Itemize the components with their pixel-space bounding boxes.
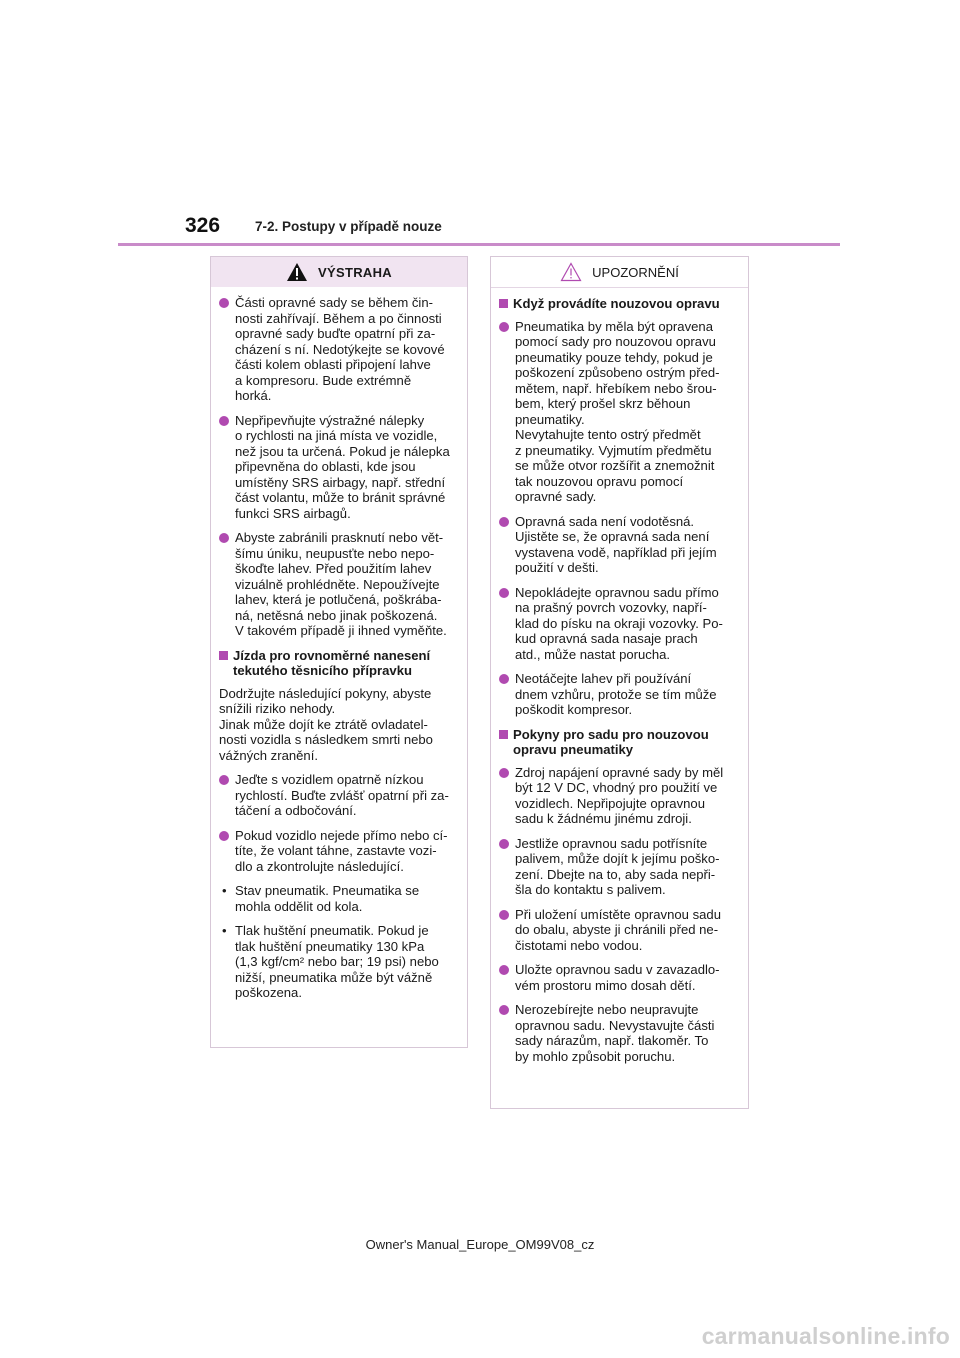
header-divider	[118, 243, 840, 246]
watermark: carmanualsonline.info	[701, 1323, 950, 1349]
page-number: 326	[185, 214, 221, 237]
warning-box	[210, 256, 468, 1048]
caution-box-bullet-item: Jestliže opravnou sadu potřísníte palivem, může dojít k jejímu poško- zení. Dbejte na to, aby sada nepři- šla do kontaktu s palivem.	[499, 836, 740, 898]
warning-box-bullet-item: Části opravné sady se během čin- nosti zahřívají. Během a po činnosti opravné sady buďte opatrní při za- cházení s ní. Nedotýkejte se kovové části kolem oblasti připojení lahve a kompresoru. Bude extrémně horká.	[219, 295, 459, 404]
caution-box-bullet-item: Pneumatika by měla být opravena pomocí sady pro nouzovou opravu pneumatiky pouze tehdy, pokud je poškození způsobeno ostrým před- mětem, např. hřebíkem nebo šrou- bem, který prošel skrz běhoun pneumatiky. Nevytahujte tento ostrý předmět z pneumatiky. Vyjmutím předmětu se může otvor rozšířit a znemožnit tak nouzovou opravu pomocí opravné sady.	[499, 319, 740, 505]
warning-box-list-item: • Stav pneumatik. Pneumatika se mohla oddělit od kola.	[219, 883, 459, 914]
caution-box-bullet-item: Zdroj napájení opravné sady by měl být 12 V DC, vhodný pro použití ve vozidlech. Nepřipojujte opravnou sadu k žádnému jinému zdroji.	[499, 765, 740, 827]
warning-title: VÝSTRAHA	[318, 264, 392, 280]
caution-box-header	[491, 257, 748, 288]
caution-title: UPOZORNĚNÍ	[592, 264, 679, 280]
caution-box-bullet-item: Opravná sada není vodotěsná. Ujistěte se, že opravná sada není vystavena vodě, například při jejím použití v dešti.	[499, 514, 740, 576]
caution-box	[490, 256, 749, 1109]
warning-box-paragraph: Dodržujte následující pokyny, abyste snížili riziko nehody. Jinak může dojít ke ztrátě ovladatel- nosti vozidla s následkem smrti nebo vážných zranění.	[219, 685, 433, 763]
warning-box-bullet-item: Jeďte s vozidlem opatrně nízkou rychlostí. Buďte zvlášť opatrní při za- táčení a odbočování.	[219, 772, 459, 819]
caution-box-subheading: Když provádíte nouzovou opravu	[499, 296, 740, 312]
warning-box-bullet-item: Abyste zabránili prasknutí nebo vět- šímu úniku, neupusťte nebo nepo- škoďte lahev. Před použitím lahev vizuálně prohlédněte. Nepoužívejte lahev, která je potlučená, poškrába- ná, netěsná nebo jinak poškozená. V takovém případě ji ihned vyměňte.	[219, 530, 459, 639]
warning-content	[219, 295, 459, 1001]
caution-box-bullet-item: Nerozebírejte nebo neupravujte opravnou sadu. Nevystavujte části sady nárazům, např. tlakoměr. To by mohlo způsobit poruchu.	[499, 1002, 740, 1064]
warning-box-bullet-item: Pokud vozidlo nejede přímo nebo cí- títe, že volant táhne, zastavte vozi- dlo a zkontrolujte následující.	[219, 828, 459, 875]
caution-box-subheading: Pokyny pro sadu pro nouzovou opravu pneumatiky	[499, 727, 740, 758]
caution-box-bullet-item: Neotáčejte lahev při používání dnem vzhůru, protože se tím může poškodit kompresor.	[499, 671, 740, 718]
warning-box-header	[211, 257, 467, 287]
caution-box-bullet-item: Uložte opravnou sadu v zavazadlo- vém prostoru mimo dosah dětí.	[499, 962, 740, 993]
caution-triangle-icon	[560, 262, 582, 282]
caution-content	[499, 296, 740, 1064]
warning-box-bullet-item: Nepřipevňujte výstražné nálepky o rychlosti na jiná místa ve vozidle, než jsou ta určená. Pokud je nálepka připevněna do oblasti, kde jsou umístěny SRS airbagy, např. střední část volantu, může to bránit správné funkci SRS airbagů.	[219, 413, 459, 522]
caution-box-bullet-item: Nepokládejte opravnou sadu přímo na prašný povrch vozovky, napří- klad do písku na okraji vozovky. Po- kud opravná sada nasaje prach atd., může nastat porucha.	[499, 585, 740, 663]
warning-box-subheading: Jízda pro rovnoměrné nanesení tekutého těsnicího přípravku	[219, 648, 459, 679]
section-title: 7-2. Postupy v případě nouze	[255, 219, 442, 234]
warning-triangle-icon	[286, 262, 308, 282]
warning-box-list-item: • Tlak huštění pneumatik. Pokud je tlak huštění pneumatiky 130 kPa (1,3 kgf/cm² nebo bar; 19 psi) nebo nižší, pneumatika může být vážně poškozena.	[219, 923, 459, 1001]
caution-box-bullet-item: Při uložení umístěte opravnou sadu do obalu, abyste ji chránili před ne- čistotami nebo vodou.	[499, 907, 740, 954]
footer-text: Owner's Manual_Europe_OM99V08_cz	[365, 1237, 595, 1252]
